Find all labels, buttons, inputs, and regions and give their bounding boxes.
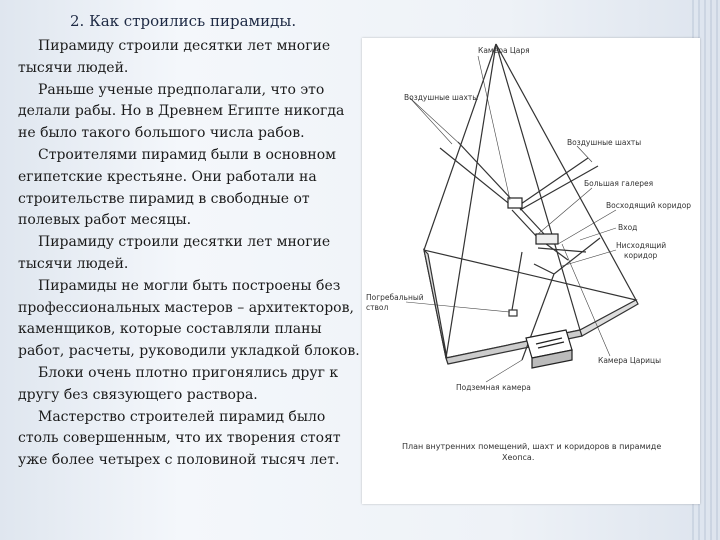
label-king-chamber: Камера Царя xyxy=(478,46,530,55)
label-entrance: Вход xyxy=(618,223,638,232)
label-descending-corridor-2: коридор xyxy=(624,251,658,260)
paragraph: Мастерство строителей пирамид было столь совершенным, что их творения стоят уже более четырех с половиной тысяч лет. xyxy=(18,408,341,469)
underground-chamber xyxy=(526,330,572,368)
caption-line: План внутренних помещений, шахт и коридоров в пирамиде xyxy=(402,442,662,451)
label-air-shafts-right: Воздушные шахты xyxy=(567,138,642,147)
label-grand-gallery: Большая галерея xyxy=(584,179,654,188)
label-air-shafts-left: Воздушные шахты xyxy=(404,93,479,102)
paragraph: Строителями пирамид были в основном египетские крестьяне. Они работали на строительстве пирамид в свободные от полевых работ месяцы. xyxy=(18,146,337,229)
pyramid-edge xyxy=(424,44,496,250)
figure-caption xyxy=(402,441,692,463)
label-burial-shaft: Погребальный xyxy=(366,293,424,302)
caption-line: Хеопса. xyxy=(502,453,535,462)
paragraph: Пирамиды не могли быть построены без профессиональных мастеров – архитекторов, каменщиков, которые составляли планы работ, расчеты, руководили укладкой блоков. xyxy=(18,277,360,360)
label-queen-chamber: Камера Царицы xyxy=(598,356,662,365)
slide-title: 2. Как строились пирамиды. xyxy=(70,12,297,30)
slide-body xyxy=(18,36,360,472)
pyramid-diagram xyxy=(362,38,700,504)
label-burial-shaft-2: ствол xyxy=(366,303,389,312)
paragraph: Пирамиду строили десятки лет многие тысячи людей. xyxy=(18,234,331,272)
paragraph: Блоки очень плотно пригонялись друг к другу без связующего раствора. xyxy=(18,364,339,403)
label-underground-chamber: Подземная камера xyxy=(456,383,531,392)
pyramid-edge xyxy=(446,44,496,358)
label-descending-corridor: Нисходящий xyxy=(616,241,667,250)
pyramid-edge xyxy=(496,44,580,330)
paragraph: Пирамиду строили десятки лет многие тысячи людей. xyxy=(18,38,331,76)
label-ascending-corridor: Восходящий коридор xyxy=(606,201,692,210)
queen-chamber xyxy=(536,234,558,244)
paragraph: Раньше ученые предполагали, что это делали рабы. Но в Древнем Египте никогда не было такого большого числа рабов. xyxy=(18,81,345,142)
pyramid-edge xyxy=(496,44,636,300)
